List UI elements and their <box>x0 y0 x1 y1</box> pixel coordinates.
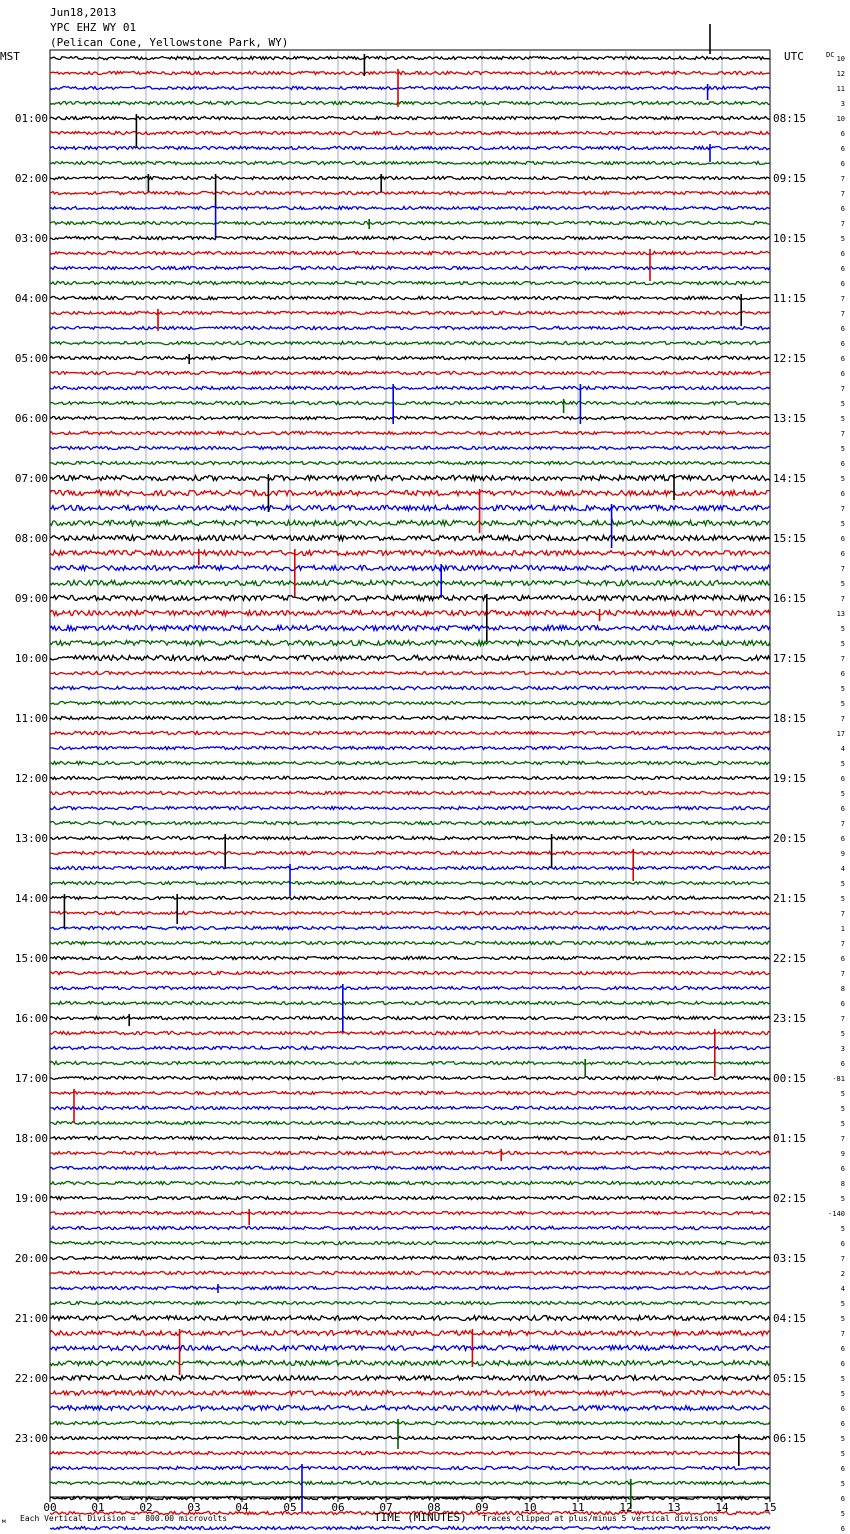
dc-offset-label: 7 <box>840 220 845 228</box>
seismic-trace <box>50 236 770 239</box>
dc-offset-label: 6 <box>840 1495 845 1503</box>
dc-offset-label: 6 <box>840 370 845 378</box>
seismic-trace <box>50 761 770 764</box>
utc-hour-label: 21:15 <box>773 892 807 905</box>
utc-hour-label: 09:15 <box>773 172 807 185</box>
mst-hour-label: 22:00 <box>14 1372 48 1385</box>
seismic-trace <box>50 490 770 495</box>
dc-offset-label: 6 <box>840 250 845 258</box>
seismic-trace <box>50 71 770 74</box>
dc-offset-label: 6 <box>840 280 845 288</box>
dc-offset-label: 5 <box>840 895 845 903</box>
dc-offset-label: 12 <box>836 70 845 78</box>
x-tick-label: 07 <box>379 1501 393 1514</box>
x-tick-label: 02 <box>139 1501 153 1514</box>
dc-offset-label: 5 <box>840 1435 845 1443</box>
dc-offset-label: 6 <box>840 835 845 843</box>
dc-offset-label: 7 <box>840 595 845 603</box>
seismic-trace <box>50 86 770 89</box>
seismic-trace <box>50 911 770 914</box>
utc-hour-label: 12:15 <box>773 352 807 365</box>
dc-offset-label: 9 <box>840 1150 845 1158</box>
seismic-trace <box>50 1391 770 1396</box>
seismic-trace <box>50 1151 770 1154</box>
dc-column-header: DC <box>826 51 835 59</box>
mst-hour-label: 05:00 <box>14 352 48 365</box>
seismic-trace <box>50 1031 770 1034</box>
dc-offset-label: 2 <box>840 1270 845 1278</box>
utc-hour-label: 23:15 <box>773 1012 807 1025</box>
dc-offset-label: 3 <box>840 100 845 108</box>
seismic-trace <box>50 971 770 974</box>
right-timezone-label: UTC <box>784 50 804 63</box>
dc-offset-label: 5 <box>840 640 845 648</box>
dc-offset-label: 6 <box>840 160 845 168</box>
seismic-trace <box>50 221 770 224</box>
utc-hour-label: 13:15 <box>773 412 807 425</box>
seismic-trace <box>50 851 770 854</box>
dc-offset-label: 6 <box>840 205 845 213</box>
utc-hour-label: 16:15 <box>773 592 807 605</box>
dc-offset-label: 5 <box>840 580 845 588</box>
dc-offset-label: 5 <box>840 880 845 888</box>
dc-offset-label: 6 <box>840 550 845 558</box>
utc-hour-label: 11:15 <box>773 292 807 305</box>
dc-offset-label: 4 <box>840 1285 845 1293</box>
dc-offset-label: -81 <box>832 1075 845 1083</box>
seismic-trace <box>50 1061 770 1064</box>
seismic-trace <box>50 191 770 194</box>
x-tick-label: 14 <box>715 1501 729 1514</box>
clipping-note: Traces clipped at plus/minus 5 vertical divisions <box>482 1514 719 1523</box>
dc-offset-label: 5 <box>840 1120 845 1128</box>
seismic-trace <box>50 116 770 119</box>
seismic-trace <box>50 1451 770 1454</box>
seismic-trace <box>50 505 770 510</box>
dc-offset-label: 6 <box>840 1060 845 1068</box>
utc-hour-label: 08:15 <box>773 112 807 125</box>
dc-offset-label: 5 <box>840 445 845 453</box>
utc-hour-label: 20:15 <box>773 832 807 845</box>
seismic-trace <box>50 836 770 839</box>
seismic-trace <box>50 671 770 674</box>
dc-offset-label: 11 <box>836 85 845 93</box>
seismic-trace <box>50 1376 770 1381</box>
seismic-trace <box>50 446 770 449</box>
dc-offset-label: 6 <box>840 460 845 468</box>
dc-offset-label: 7 <box>840 820 845 828</box>
dc-offset-label: 6 <box>840 670 845 678</box>
dc-offset-label: 6 <box>840 145 845 153</box>
seismic-trace <box>50 881 770 884</box>
utc-hour-label: 17:15 <box>773 652 807 665</box>
seismic-trace <box>50 956 770 959</box>
corner-mark: м <box>2 1518 6 1525</box>
dc-offset-label: 5 <box>840 625 845 633</box>
dc-offset-label: 7 <box>840 1135 845 1143</box>
mst-hour-label: 17:00 <box>14 1072 48 1085</box>
dc-offset-label: 5 <box>840 790 845 798</box>
dc-offset-label: 5 <box>840 520 845 528</box>
mst-hour-label: 11:00 <box>14 712 48 725</box>
dc-offset-label: 5 <box>840 1225 845 1233</box>
dc-offset-label: 7 <box>840 655 845 663</box>
seismic-trace <box>50 461 770 464</box>
dc-offset-label: 6 <box>840 1360 845 1368</box>
dc-offset-label: 10 <box>836 115 845 123</box>
x-tick-label: 04 <box>235 1501 249 1514</box>
x-tick-label: 01 <box>91 1501 105 1514</box>
seismic-trace <box>50 281 770 284</box>
dc-offset-label: 7 <box>840 295 845 303</box>
dc-offset-label: 13 <box>836 610 845 618</box>
seismic-trace <box>50 686 770 689</box>
x-tick-label: 10 <box>523 1501 537 1514</box>
utc-hour-label: 19:15 <box>773 772 807 785</box>
utc-hour-label: 01:15 <box>773 1132 807 1145</box>
seismic-trace <box>50 1106 770 1109</box>
dc-offset-label: 5 <box>840 1105 845 1113</box>
seismic-trace <box>50 731 770 734</box>
dc-offset-label: 6 <box>840 490 845 498</box>
seismic-trace <box>50 610 770 615</box>
dc-offset-label: 7 <box>840 175 845 183</box>
mst-hour-label: 06:00 <box>14 412 48 425</box>
mst-hour-label: 14:00 <box>14 892 48 905</box>
seismic-trace <box>50 296 770 299</box>
x-tick-label: 08 <box>427 1501 441 1514</box>
seismic-trace <box>50 1286 770 1289</box>
dc-offset-label: 5 <box>840 760 845 768</box>
seismic-trace <box>50 1361 770 1366</box>
seismic-trace <box>50 550 770 555</box>
dc-offset-label: 8 <box>840 1180 845 1188</box>
seismic-trace <box>50 371 770 374</box>
seismic-trace <box>50 251 770 254</box>
seismic-trace <box>50 356 770 359</box>
plot-date: Jun18,2013 <box>50 6 117 19</box>
dc-offset-label: -140 <box>828 1210 845 1218</box>
utc-hour-label: 15:15 <box>773 532 807 545</box>
seismic-trace <box>50 1001 770 1004</box>
seismic-trace <box>50 266 770 269</box>
seismic-trace <box>50 565 770 570</box>
mst-hour-label: 08:00 <box>14 532 48 545</box>
dc-offset-label: 1 <box>840 925 845 933</box>
seismic-trace <box>50 1076 770 1079</box>
utc-hour-label: 06:15 <box>773 1432 807 1445</box>
dc-offset-label: 7 <box>840 385 845 393</box>
dc-offset-label: 5 <box>840 1390 845 1398</box>
dc-offset-label: 5 <box>840 1450 845 1458</box>
dc-offset-label: 5 <box>840 700 845 708</box>
seismic-trace <box>50 941 770 944</box>
seismic-trace <box>50 746 770 749</box>
seismic-trace <box>50 1196 770 1199</box>
seismic-trace <box>50 1226 770 1229</box>
dc-offset-label: 5 <box>840 1030 845 1038</box>
mst-hour-label: 10:00 <box>14 652 48 665</box>
utc-hour-label: 04:15 <box>773 1312 807 1325</box>
mst-hour-label: 16:00 <box>14 1012 48 1025</box>
dc-offset-label: 6 <box>840 535 845 543</box>
mst-hour-label: 13:00 <box>14 832 48 845</box>
dc-offset-label: 6 <box>840 1405 845 1413</box>
dc-offset-label: 5 <box>840 1480 845 1488</box>
seismic-trace <box>50 1421 770 1424</box>
x-tick-label: 05 <box>283 1501 297 1514</box>
utc-hour-label: 14:15 <box>773 472 807 485</box>
x-axis-title: TIME (MINUTES) <box>374 1511 467 1524</box>
seismic-trace <box>50 520 770 525</box>
dc-offset-label: 7 <box>840 1015 845 1023</box>
mst-hour-label: 03:00 <box>14 232 48 245</box>
seismic-trace <box>50 1121 770 1124</box>
dc-offset-label: 5 <box>840 235 845 243</box>
dc-offset-label: 6 <box>840 1420 845 1428</box>
seismic-trace <box>50 161 770 164</box>
x-tick-label: 00 <box>43 1501 57 1514</box>
mst-hour-label: 04:00 <box>14 292 48 305</box>
seismic-trace <box>50 416 770 419</box>
seismic-trace <box>50 475 770 480</box>
x-tick-label: 06 <box>331 1501 345 1514</box>
dc-offset-label: 3 <box>840 1045 845 1053</box>
x-tick-label: 13 <box>667 1501 681 1514</box>
seismic-trace <box>50 1166 770 1169</box>
dc-offset-label: 7 <box>840 505 845 513</box>
seismic-trace <box>50 146 770 149</box>
seismic-trace <box>50 806 770 809</box>
mst-hour-label: 09:00 <box>14 592 48 605</box>
seismic-trace <box>50 655 770 660</box>
dc-offset-label: 5 <box>840 400 845 408</box>
dc-offset-label: 7 <box>840 310 845 318</box>
dc-offset-label: 6 <box>840 325 845 333</box>
mst-hour-label: 07:00 <box>14 472 48 485</box>
seismic-trace <box>50 866 770 869</box>
mst-hour-label: 23:00 <box>14 1432 48 1445</box>
utc-hour-label: 02:15 <box>773 1192 807 1205</box>
seismic-trace <box>50 101 770 104</box>
seismic-trace <box>50 791 770 794</box>
dc-offset-label: 5 <box>840 1375 845 1383</box>
dc-offset-label: 7 <box>840 430 845 438</box>
seismic-trace <box>50 640 770 645</box>
dc-offset-label: 7 <box>840 940 845 948</box>
seismic-trace <box>50 1301 770 1304</box>
x-tick-label: 09 <box>475 1501 489 1514</box>
seismic-trace <box>50 1256 770 1259</box>
dc-offset-label: 5 <box>840 475 845 483</box>
dc-offset-label: 6 <box>840 775 845 783</box>
seismic-trace <box>50 1271 770 1274</box>
seismic-trace <box>50 1016 770 1019</box>
dc-offset-label: 7 <box>840 190 845 198</box>
seismic-trace <box>50 821 770 824</box>
seismic-trace <box>50 1241 770 1244</box>
seismic-trace <box>50 1136 770 1139</box>
dc-offset-label: 6 <box>840 130 845 138</box>
utc-hour-label: 00:15 <box>773 1072 807 1085</box>
dc-offset-label: 7 <box>840 565 845 573</box>
dc-offset-label: 7 <box>840 910 845 918</box>
seismic-trace <box>50 1046 770 1049</box>
seismic-trace <box>50 1331 770 1336</box>
dc-offset-label: 4 <box>840 745 845 753</box>
seismic-trace <box>50 535 770 540</box>
x-tick-label: 03 <box>187 1501 201 1514</box>
dc-offset-label: 4 <box>840 865 845 873</box>
dc-offset-label: 7 <box>840 970 845 978</box>
dc-offset-label: 5 <box>840 1315 845 1323</box>
seismic-trace <box>50 176 770 179</box>
seismic-trace <box>50 701 770 704</box>
dc-offset-label: 9 <box>840 850 845 858</box>
vertical-scale-note: Each Vertical Division = 800.00 microvolts <box>20 1514 228 1523</box>
station-code: YPC EHZ WY 01 <box>50 21 137 34</box>
dc-offset-label: 7 <box>840 715 845 723</box>
dc-offset-label: 6 <box>840 355 845 363</box>
dc-offset-label: 5 <box>840 685 845 693</box>
seismic-trace <box>50 386 770 389</box>
dc-offset-label: 7 <box>840 1330 845 1338</box>
seismic-trace <box>50 716 770 719</box>
dc-offset-label: 6 <box>840 1525 845 1533</box>
dc-offset-label: 6 <box>840 1345 845 1353</box>
seismic-trace <box>50 1091 770 1094</box>
seismic-trace <box>50 131 770 134</box>
seismic-trace <box>50 1181 770 1184</box>
utc-hour-label: 05:15 <box>773 1372 807 1385</box>
mst-hour-label: 15:00 <box>14 952 48 965</box>
seismic-trace <box>50 431 770 434</box>
dc-offset-label: 6 <box>840 1465 845 1473</box>
seismic-trace <box>50 1526 770 1529</box>
seismic-trace <box>50 1346 770 1351</box>
seismic-trace <box>50 1436 770 1439</box>
station-location: (Pelican Cone, Yellowstone Park, WY) <box>50 36 289 49</box>
dc-offset-label: 10 <box>836 55 845 63</box>
dc-offset-label: 6 <box>840 955 845 963</box>
dc-offset-label: 6 <box>840 1165 845 1173</box>
seismic-trace <box>50 1466 770 1469</box>
seismic-trace <box>50 1211 770 1214</box>
dc-offset-label: 17 <box>836 730 845 738</box>
dc-offset-label: 6 <box>840 265 845 273</box>
mst-hour-label: 19:00 <box>14 1192 48 1205</box>
seismic-trace <box>50 401 770 404</box>
dc-offset-label: 5 <box>840 1090 845 1098</box>
x-tick-label: 15 <box>763 1501 777 1514</box>
seismic-trace <box>50 1481 770 1484</box>
seismic-trace <box>50 1316 770 1321</box>
mst-hour-label: 12:00 <box>14 772 48 785</box>
utc-hour-label: 03:15 <box>773 1252 807 1265</box>
seismic-trace <box>50 896 770 899</box>
dc-offset-label: 5 <box>840 1510 845 1518</box>
dc-offset-label: 6 <box>840 1000 845 1008</box>
seismic-trace <box>50 926 770 929</box>
left-timezone-label: MST <box>0 50 20 63</box>
dc-offset-label: 5 <box>840 1300 845 1308</box>
mst-hour-label: 21:00 <box>14 1312 48 1325</box>
dc-offset-label: 6 <box>840 805 845 813</box>
dc-offset-label: 7 <box>840 1255 845 1263</box>
seismic-trace <box>50 56 770 59</box>
dc-offset-label: 8 <box>840 985 845 993</box>
utc-hour-label: 10:15 <box>773 232 807 245</box>
x-tick-label: 12 <box>619 1501 633 1514</box>
utc-hour-label: 22:15 <box>773 952 807 965</box>
dc-offset-label: 6 <box>840 1240 845 1248</box>
mst-hour-label: 01:00 <box>14 112 48 125</box>
seismic-trace <box>50 595 770 600</box>
seismic-trace <box>50 986 770 989</box>
seismic-trace <box>50 580 770 585</box>
seismic-trace <box>50 341 770 344</box>
seismic-trace <box>50 1406 770 1411</box>
utc-hour-label: 18:15 <box>773 712 807 725</box>
seismic-trace <box>50 206 770 209</box>
x-tick-label: 11 <box>571 1501 585 1514</box>
seismic-trace <box>50 776 770 779</box>
dc-offset-label: 5 <box>840 415 845 423</box>
mst-hour-label: 02:00 <box>14 172 48 185</box>
dc-offset-label: 6 <box>840 340 845 348</box>
dc-offset-label: 5 <box>840 1195 845 1203</box>
mst-hour-label: 18:00 <box>14 1132 48 1145</box>
seismic-trace <box>50 625 770 630</box>
mst-hour-label: 20:00 <box>14 1252 48 1265</box>
